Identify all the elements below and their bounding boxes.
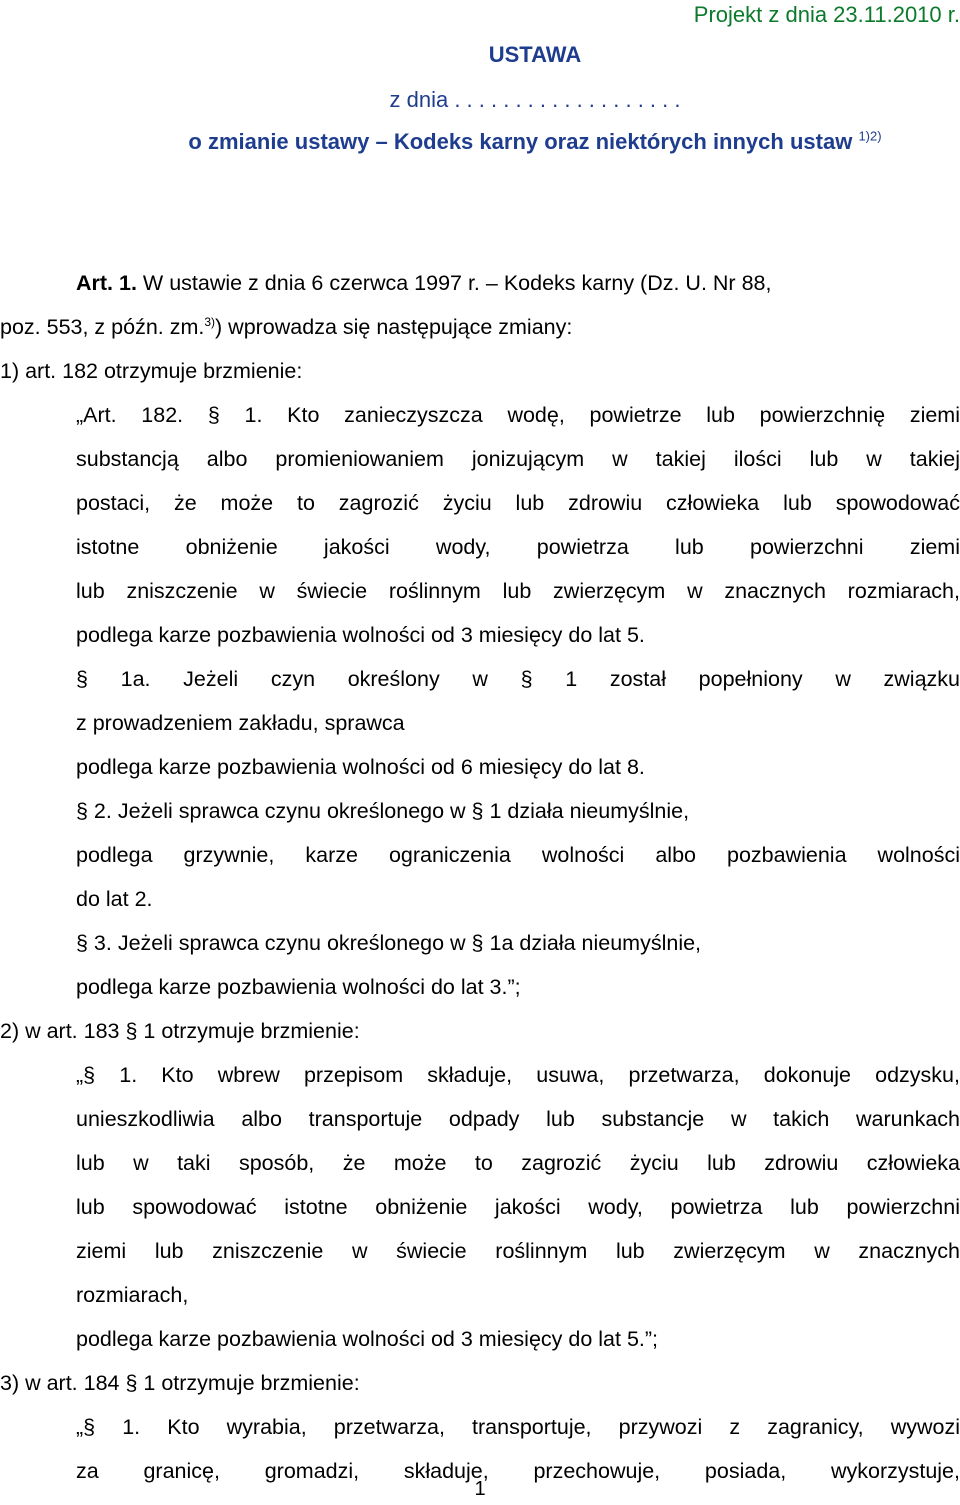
item1-line-10: § 2. Jeżeli sprawca czynu określonego w § 1 działa nieumyślnie, [76,799,690,823]
act-title [0,129,960,155]
item2-line-6: rozmiarach, [76,1283,189,1307]
item2-line-3: lub w taki sposób, że może to zagrozić życiu lub zdrowiu człowieka [76,1151,960,1175]
item1-line-12: do lat 2. [76,887,153,911]
item1-line-2: substancją albo promieniowaniem jonizującym w takiej ilości lub w takiej [76,447,960,471]
act-date: z dnia . . . . . . . . . . . . . . . . . . . [389,87,681,112]
act-type: USTAWA [488,42,582,67]
item1-line-5: lub zniszczenie w świecie roślinnym lub zwierzęcym w znacznych rozmiarach, [76,579,960,603]
art1-intro-text-a: poz. 553, z późn. zm. [0,315,205,339]
page-number: 1 [474,1478,486,1500]
item2-line-2: unieszkodliwia albo transportuje odpady lub substancje w takich warunkach [76,1107,960,1131]
item1-line-1: „Art. 182. § 1. Kto zanieczyszcza wodę, powietrze lub powierzchnię ziemi [76,403,960,427]
item1-line-14: podlega karze pozbawienia wolności do lat 3.”; [76,975,521,999]
item3-line-1: „§ 1. Kto wyrabia, przetwarza, transportuje, przywozi z zagranicy, wywozi [76,1415,960,1439]
act-title-text: o zmianie ustawy – Kodeks karny oraz niektórych innych ustaw [188,129,853,154]
item2-line-4: lub spowodować istotne obniżenie jakości wody, powietrza lub powierzchni [76,1195,960,1219]
draft-note: Projekt z dnia 23.11.2010 r. [693,2,960,27]
item1-line-6: podlega karze pozbawienia wolności od 3 miesięcy do lat 5. [76,623,645,647]
title-footnote-ref[interactable]: 1)2) [858,128,882,144]
item1-line-7: § 1a. Jeżeli czyn określony w § 1 został popełniony w związku [76,667,960,691]
art1-intro-line1 [0,270,960,296]
art1-footnote-ref[interactable]: 3) [204,314,216,329]
item3-line-2: za granicę, gromadzi, składuje, przechowuje, posiada, wykorzystuje, [76,1459,960,1483]
item2-line-7: podlega karze pozbawienia wolności od 3 miesięcy do lat 5.”; [76,1327,659,1351]
item1-line-9: podlega karze pozbawienia wolności od 6 miesięcy do lat 8. [76,755,645,779]
item2-header: 2) w art. 183 § 1 otrzymuje brzmienie: [0,1019,360,1043]
item2-line-1: „§ 1. Kto wbrew przepisom składuje, usuwa, przetwarza, dokonuje odzysku, [76,1063,960,1087]
item1-line-13: § 3. Jeżeli sprawca czynu określonego w § 1a działa nieumyślnie, [76,931,702,955]
item3-header: 3) w art. 184 § 1 otrzymuje brzmienie: [0,1371,360,1395]
item1-header: 1) art. 182 otrzymuje brzmienie: [0,359,303,383]
item2-line-5: ziemi lub zniszczenie w świecie roślinnym lub zwierzęcym w znacznych [76,1239,960,1263]
item1-line-11: podlega grzywnie, karze ograniczenia wolności albo pozbawienia wolności [76,843,960,867]
item1-line-3: postaci, że może to zagrozić życiu lub zdrowiu człowieka lub spowodować [76,491,960,515]
art1-intro-line2 [0,314,572,340]
item1-line-4: istotne obniżenie jakości wody, powietrza lub powierzchni ziemi [76,535,960,559]
art1-intro-text-b: ) wprowadza się następujące zmiany: [215,315,573,339]
item1-line-8: z prowadzeniem zakładu, sprawca [76,711,405,735]
art1-intro-text: W ustawie z dnia 6 czerwca 1997 r. – Kodeks karny (Dz. U. Nr 88, [142,271,772,295]
art1-label: Art. 1. [76,271,137,295]
